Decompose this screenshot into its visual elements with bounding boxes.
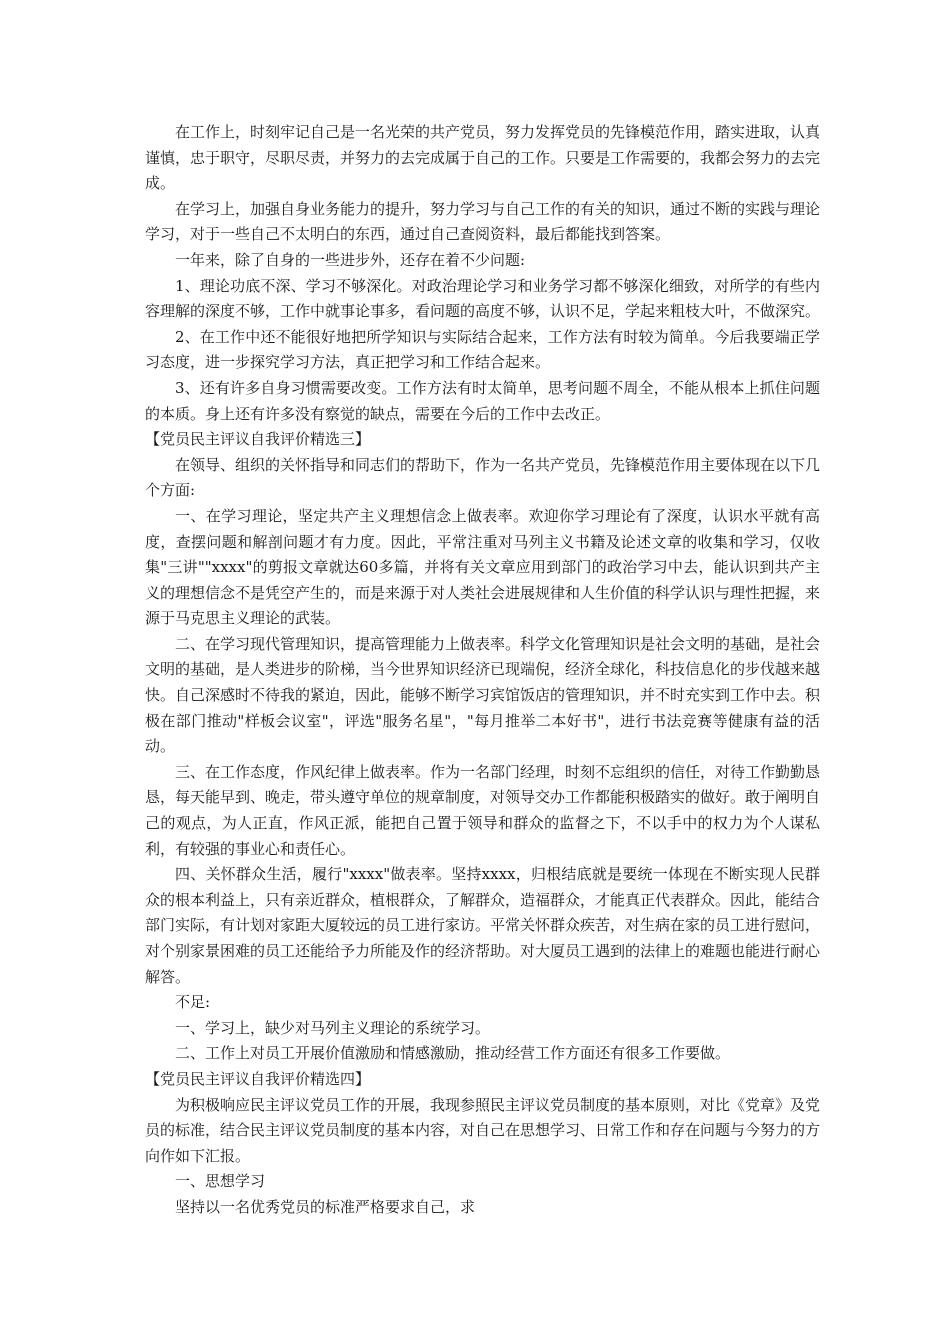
paragraph: 为积极响应民主评议党员工作的开展，我现参照民主评议党员制度的基本原则，对比《党章》及党员的标准，结合民主评议党员制度的基本内容，对自己在思想学习、日常工作和存在问题与今努力的方向作如下汇报。: [145, 1095, 821, 1165]
paragraph: 一年来，除了自身的一些进步外，还存在着不少问题:: [175, 250, 526, 269]
paragraph: 不足:: [175, 993, 211, 1012]
paragraph: 在学习上，加强自身业务能力的提升，努力学习与自己工作的有关的知识，通过不断的实践与理论学习，对于一些自己不太明白的东西，通过自己查阅资料，最后都能找到答案。: [145, 199, 821, 244]
section-heading: 【党员民主评议自我评价精选三】: [145, 430, 371, 449]
list-item: 二、工作上对员工开展价值激励和情感激励，推动经营工作方面还有很多工作要做。: [175, 1044, 731, 1063]
list-item: 四、关怀群众生活，履行"xxxx"做表率。坚持xxxx，归根结底就是要统一体现在不断实现人民群众的根本利益上，只有亲近群众，植根群众，了解群众，造福群众，才能真正代表群众。因此，能结合部门实际，有计划对家距大厦较远的员工进行家访。平常关怀群众疾苦，对生病在家的员工进行慰问，对个别家景困难的员工还能给予力所能及作的经济帮助。对大厦员工遇到的法律上的难题也能进行耐心解答。: [145, 865, 821, 986]
list-item: 1、理论功底不深、学习不够深化。对政治理论学习和业务学习都不够深化细致，对所学的有些内容理解的深度不够，工作中就事论事多，看问题的高度不够，认识不足，学起来粗枝大叶，不做深究。: [145, 276, 821, 321]
list-item: 2、在工作中还不能很好地把所学知识与实际结合起来，工作方法有时较为简单。今后我要端正学习态度，进一步探究学习方法，真正把学习和工作结合起来。: [145, 327, 820, 372]
list-item: 3、还有许多自身习惯需要改变。工作方法有时太简单，思考问题不周全，不能从根本上抓住问题的本质。身上还有许多没有察觉的缺点，需要在今后的工作中去改正。: [145, 378, 820, 423]
paragraph: 在领导、组织的关怀指导和同志们的帮助下，作为一名共产党员，先锋模范作用主要体现在以下几个方面:: [145, 455, 821, 500]
list-item: 一、学习上，缺少对马列主义理论的系统学习。: [175, 1018, 491, 1037]
list-item: 三、在工作态度，作风纪律上做表率。作为一名部门经理，时刻不忘组织的信任，对待工作勤勤恳恳，每天能早到、晚走，带头遵守单位的规章制度，对领导交办工作都能积极踏实的做好。敢于阐明自己的观点，为人正直，作风正派，能把自己置于领导和群众的监督之下，不以手中的权力为个人谋私利，有较强的事业心和责任心。: [145, 762, 821, 858]
list-item: 二、在学习现代管理知识，提高管理能力上做表率。科学文化管理知识是社会文明的基础，是社会文明的基础，是人类进步的阶梯，当今世界知识经济已现端倪，经济全球化，科技信息化的步伐越来越快。自己深感时不待我的紧迫，因此，能够不断学习宾馆饭店的管理知识，并不时充实到工作中去。积极在部门推动"样板会议室"，评选"服务名星"，"每月推举二本好书"，进行书法竞赛等健康有益的活动。: [145, 634, 821, 756]
paragraph: 在工作上，时刻牢记自己是一名光荣的共产党员，努力发挥党员的先锋模范作用，踏实进取，认真谨慎，忠于职守，尽职尽责，并努力的去完成属于自己的工作。只要是工作需要的，我都会努力的去完成。: [145, 123, 821, 193]
subheading: 一、思想学习: [175, 1172, 266, 1191]
list-item: 一、在学习理论，坚定共产主义理想信念上做表率。欢迎你学习理论有了深度，认识水平就有高度，查摆问题和解剖问题才有力度。因此，平常注重对马列主义书籍及论述文章的收集和学习，仅收集"三讲""xxxx"的剪报文章就达60多篇，并将有关文章应用到部门的政治学习中去，能认识到共产主义的理想信念不是凭空产生的，而是来源于对人类社会进展规律和人生价值的科学认识与理性把握，来源于马克思主义理论的武装。: [145, 506, 821, 628]
document-body: [145, 120, 820, 1221]
paragraph: 坚持以一名优秀党员的标准严格要求自己，求: [175, 1197, 476, 1216]
section-heading: 【党员民主评议自我评价精选四】: [145, 1069, 371, 1088]
